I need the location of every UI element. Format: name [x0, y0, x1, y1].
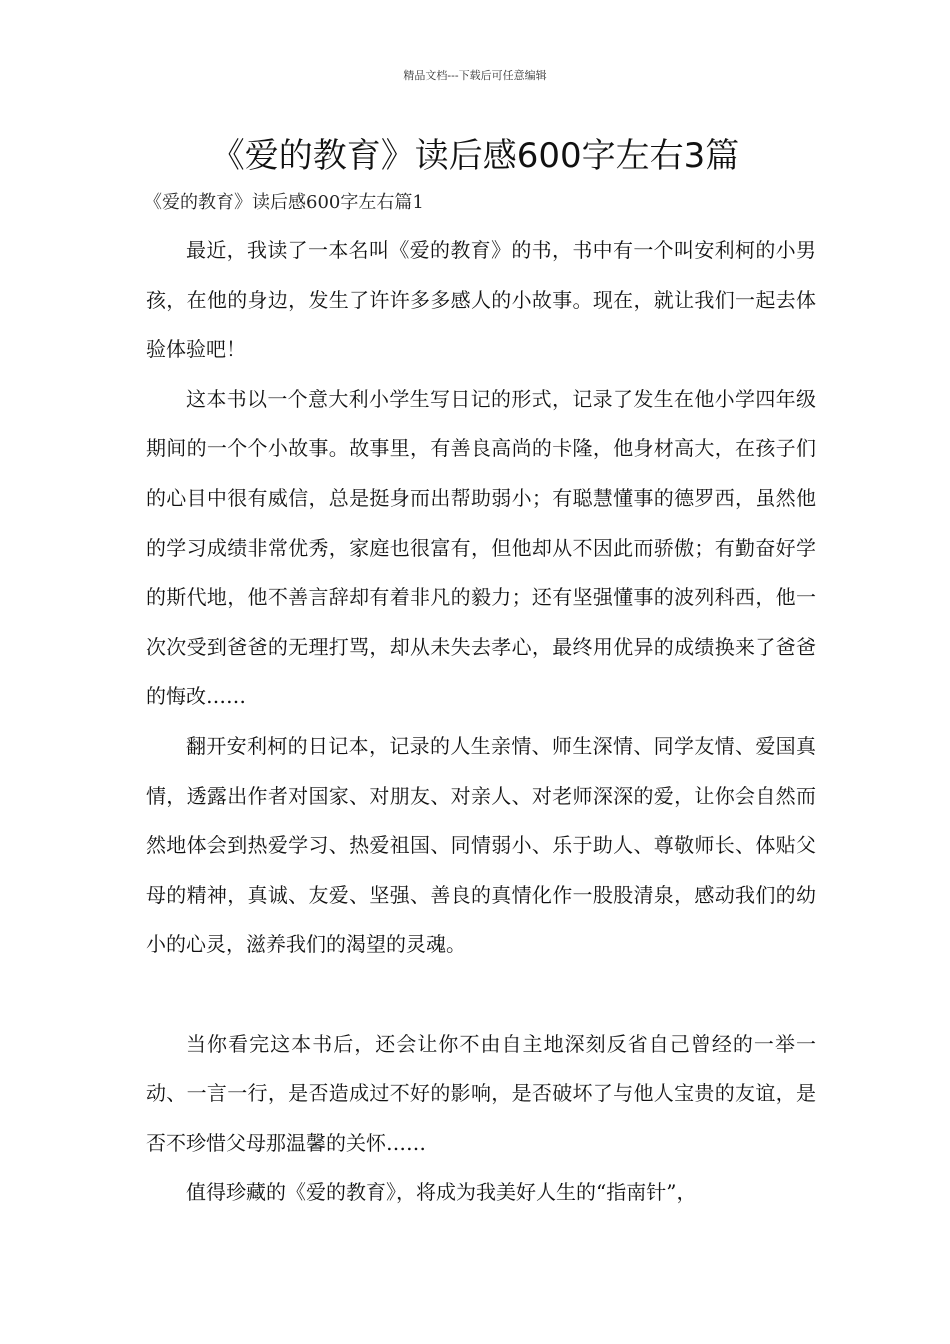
paragraph-2: 这本书以一个意大利小学生写日记的形式，记录了发生在他小学四年级期间的一个个小故事。故事里，有善良高尚的卡隆，他身材高大，在孩子们的心目中很有威信，总是挺身而出帮助弱小；有聪慧懂事的德罗西，虽然他的学习成绩非常优秀，家庭也很富有，但他却从不因此而骄傲；有勤奋好学的斯代地，他不善言辞却有着非凡的毅力；还有坚强懂事的波列科西，他一次次受到爸爸的无理打骂，却从未失去孝心，最终用优异的成绩换来了爸爸的悔改…… — [146, 386, 816, 709]
paragraph-4: 当你看完这本书后，还会让你不由自主地深刻反省自己曾经的一举一动、一言一行，是否造成过不好的影响，是否破坏了与他人宝贵的友谊，是否不珍惜父母那温馨的关怀…… — [146, 1031, 816, 1155]
section-subtitle: 《爱的教育》读后感600字左右篇1 — [144, 192, 424, 213]
paragraph-3: 翻开安利柯的日记本，记录的人生亲情、师生深情、同学友情、爱国真情，透露出作者对国家、对朋友、对亲人、对老师深深的爱，让你会自然而然地体会到热爱学习、热爱祖国、同情弱小、乐于助人、尊敬师长、体贴父母的精神，真诚、友爱、坚强、善良的真情化作一股股清泉，感动我们的幼小的心灵，滋养我们的渴望的灵魂。 — [146, 733, 816, 957]
paragraph-1: 最近，我读了一本名叫《爱的教育》的书，书中有一个叫安利柯的小男孩，在他的身边，发生了许许多多感人的小故事。现在，就让我们一起去体验体验吧！ — [146, 238, 816, 362]
document-body — [146, 226, 816, 1218]
page-header-note: 精品文档---下载后可任意编辑 — [403, 69, 547, 82]
document-title: 《爱的教育》读后感600字左右3篇 — [210, 136, 740, 176]
paragraph-5: 值得珍藏的《爱的教育》，将成为我美好人生的“指南针”， — [186, 1180, 697, 1205]
